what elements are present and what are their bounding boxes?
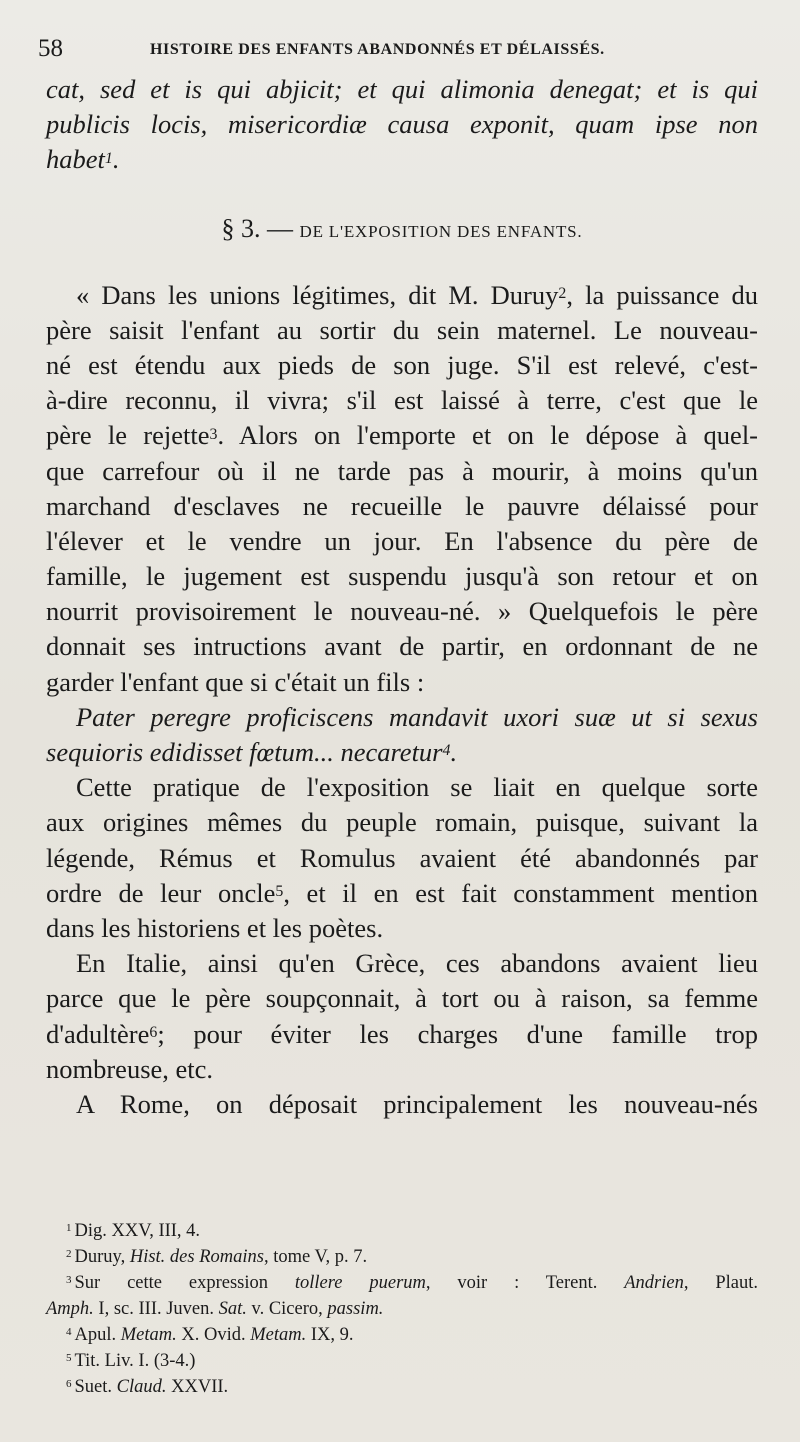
paragraph-line: A Rome, on déposait principalement les nouveau-nés [76,1088,758,1119]
latin-quote-line: Pater peregre proficiscens mandavit uxori suæ ut si sexus [76,701,758,732]
paragraph-line: l'élever et le vendre un jour. En l'absence du père de [46,525,758,556]
latin-quote-line: sequioris edidisset fœtum... necaretur$^4$. [46,737,458,767]
paragraph-line: « Dans les unions légitimes, dit M. Duruy$^2$, la puissance du [76,279,758,310]
footnote: $^5$ Tit. Liv. I. (3-4.) [66,1351,196,1371]
paragraph-line: En Italie, ainsi qu'en Grèce, ces abandons avaient lieu [76,948,758,979]
footnote-ref: 6 [149,1023,158,1041]
latin-intro-line: publicis locis, misericordiæ causa exponit, quam ipse non [46,109,758,140]
footnote-ref: 2 [558,285,567,302]
paragraph-line: dans les historiens et les poètes. [46,912,384,943]
paragraph-line: d'adultère$^6$; pour éviter les charges d'une famille trop [46,1018,758,1049]
page-number: 58 [38,35,63,62]
paragraph-line: ordre de leur oncle$^5$, et il en est fait constamment mention [46,877,758,908]
paragraph-line: famille, le jugement est suspendu jusqu'à son retour et on [46,561,758,592]
paragraph-line: marchand d'esclaves ne recueille le pauvre délaissé pour [46,490,758,521]
footnote-ref: 5 [275,883,284,901]
paragraph-line: à-dire reconnu, il vivra; s'il est laissé à terre, c'est que le [46,385,758,416]
footnote: $^3$ Sur cette expression tollere puerum, voir : Terent. Andrien, Plaut. [66,1273,758,1293]
page-header [38,34,758,64]
footnote-ref: 3 [209,425,218,443]
section-title: DE L'EXPOSITION DES ENFANTS. [299,221,583,241]
paragraph-line: père saisit l'enfant au sortir du sein maternel. Le nouveau- [46,314,758,345]
running-title: HISTOIRE DES ENFANTS ABANDONNÉS ET DÉLAISSÉS. [150,41,605,58]
paragraph-line: père le rejette$^3$. Alors on l'emporte et on le dépose à quel- [46,420,759,451]
paragraph-line: parce que le père soupçonnait, à tort ou à raison, sa femme [46,983,758,1014]
footnote-ref: 4 [442,742,451,760]
latin-intro-line: habet$^1$. [46,144,120,175]
paragraph-line: nourrit provisoirement le nouveau-né. » Quelquefois le père [46,596,758,627]
paragraph-line: donnait ses intructions avant de partir, en ordonnant de ne [46,631,758,662]
section-number: § 3. — [221,213,293,243]
paragraph-line: né est étendu aux pieds de son juge. S'il est relevé, c'est- [46,349,758,380]
section-heading [46,210,758,248]
paragraph-line: aux origines mêmes du peuple romain, puisque, suivant la [46,807,758,838]
latin-intro-line: cat, sed et is qui abjicit; et qui alimonia denegat; et is qui [46,74,758,104]
paragraph-line: garder l'enfant que si c'était un fils : [46,666,425,697]
main-text [46,72,758,1122]
paragraph-line: nombreuse, etc. [46,1053,214,1084]
footnotes [46,1218,758,1400]
paragraph-line: que carrefour où il ne tarde pas à mourir, à moins qu'un [46,455,758,486]
footnote: $^6$ Suet. Claud. XXVII. [66,1377,229,1397]
footnote: $^2$ Duruy, Hist. des Romains, tome V, p. 7. [66,1247,368,1267]
footnote-continuation: Amph. I, sc. III. Juven. Sat. v. Cicero, passim. [46,1299,384,1319]
footnote: $^1$ Dig. XXV, III, 4. [66,1221,201,1241]
footnote-ref: 1 [104,149,113,167]
paragraph-line: légende, Rémus et Romulus avaient été abandonnés par [46,842,758,873]
footnote: $^4$ Apul. Metam. X. Ovid. Metam. IX, 9. [66,1325,354,1345]
paragraph-line: Cette pratique de l'exposition se liait en quelque sorte [76,772,758,803]
